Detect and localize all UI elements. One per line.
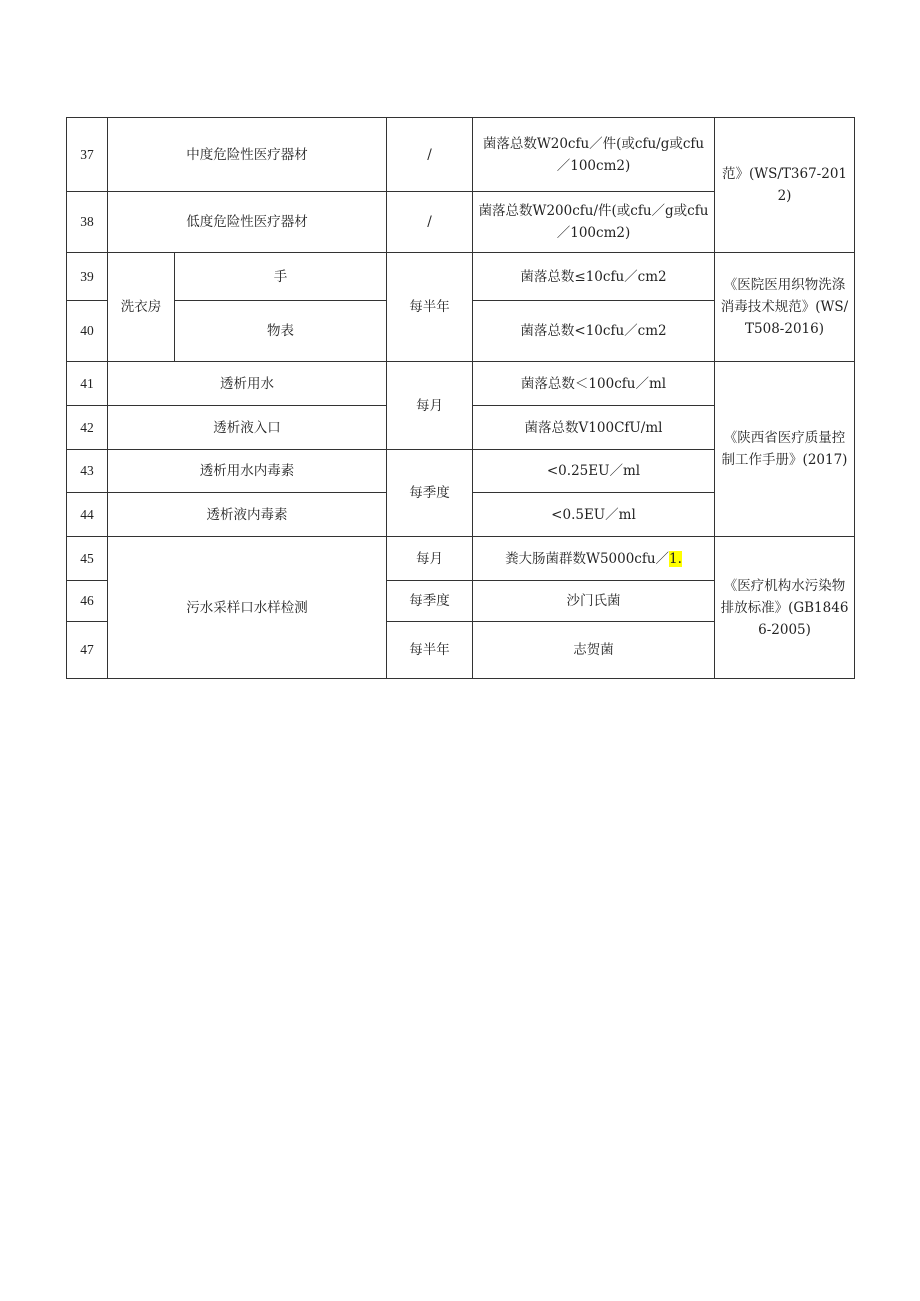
table-row <box>67 362 855 406</box>
item-cell: 透析用水内毒素 <box>108 450 387 493</box>
row-number: 37 <box>67 118 108 192</box>
row-number: 40 <box>67 301 108 362</box>
standard-cell <box>473 537 715 581</box>
frequency-cell: 每半年 <box>387 622 473 679</box>
reference-cell: 《医院医用织物洗涤消毒技术规范》(WS/T508-2016) <box>715 253 855 362</box>
highlighted-text: 1. <box>669 550 682 567</box>
row-number: 47 <box>67 622 108 679</box>
table-row <box>67 118 855 192</box>
item-cell: 透析液内毒素 <box>108 493 387 537</box>
frequency-cell: 每月 <box>387 362 473 450</box>
monitoring-table <box>66 117 855 679</box>
table-row <box>67 253 855 301</box>
standard-cell: 沙门氏菌 <box>473 581 715 622</box>
group-cell: 洗衣房 <box>108 253 175 362</box>
standard-cell: 菌落总数＜100cfu／ml <box>473 362 715 406</box>
row-number: 43 <box>67 450 108 493</box>
frequency-cell: 每季度 <box>387 450 473 537</box>
item-cell: 低度危险性医疗器材 <box>108 192 387 253</box>
row-number: 44 <box>67 493 108 537</box>
reference-cell: 《陕西省医疗质量控制工作手册》(2017) <box>715 362 855 537</box>
standard-cell: <0.5EU／ml <box>473 493 715 537</box>
standard-cell: 志贺菌 <box>473 622 715 679</box>
item-cell: 手 <box>175 253 387 301</box>
row-number: 46 <box>67 581 108 622</box>
standard-cell: 菌落总数<10cfu／cm2 <box>473 301 715 362</box>
table-row <box>67 537 855 581</box>
standard-cell: 菌落总数V100CfU/ml <box>473 406 715 450</box>
item-cell: 透析用水 <box>108 362 387 406</box>
reference-cell: 《医疗机构水污染物排放标准》(GB18466-2005) <box>715 537 855 679</box>
row-number: 39 <box>67 253 108 301</box>
reference-cell: 范》(WS/T367-2012) <box>715 118 855 253</box>
row-number: 38 <box>67 192 108 253</box>
standard-cell: 菌落总数W20cfu／件(或cfu/g或cfu／100cm2) <box>473 118 715 192</box>
item-cell: 物表 <box>175 301 387 362</box>
row-number: 42 <box>67 406 108 450</box>
item-cell: 中度危险性医疗器材 <box>108 118 387 192</box>
frequency-cell: 每季度 <box>387 581 473 622</box>
row-number: 45 <box>67 537 108 581</box>
standard-text: 粪大肠菌群数W5000cfu／ <box>505 550 670 567</box>
frequency-cell: 每月 <box>387 537 473 581</box>
frequency-cell: 每半年 <box>387 253 473 362</box>
frequency-cell: / <box>387 192 473 253</box>
standard-cell: 菌落总数W200cfu/件(或cfu／g或cfu／100cm2) <box>473 192 715 253</box>
item-cell: 污水采样口水样检测 <box>108 537 387 679</box>
standard-cell: 菌落总数≤10cfu／cm2 <box>473 253 715 301</box>
item-cell: 透析液入口 <box>108 406 387 450</box>
row-number: 41 <box>67 362 108 406</box>
standard-cell: <0.25EU／ml <box>473 450 715 493</box>
frequency-cell: / <box>387 118 473 192</box>
